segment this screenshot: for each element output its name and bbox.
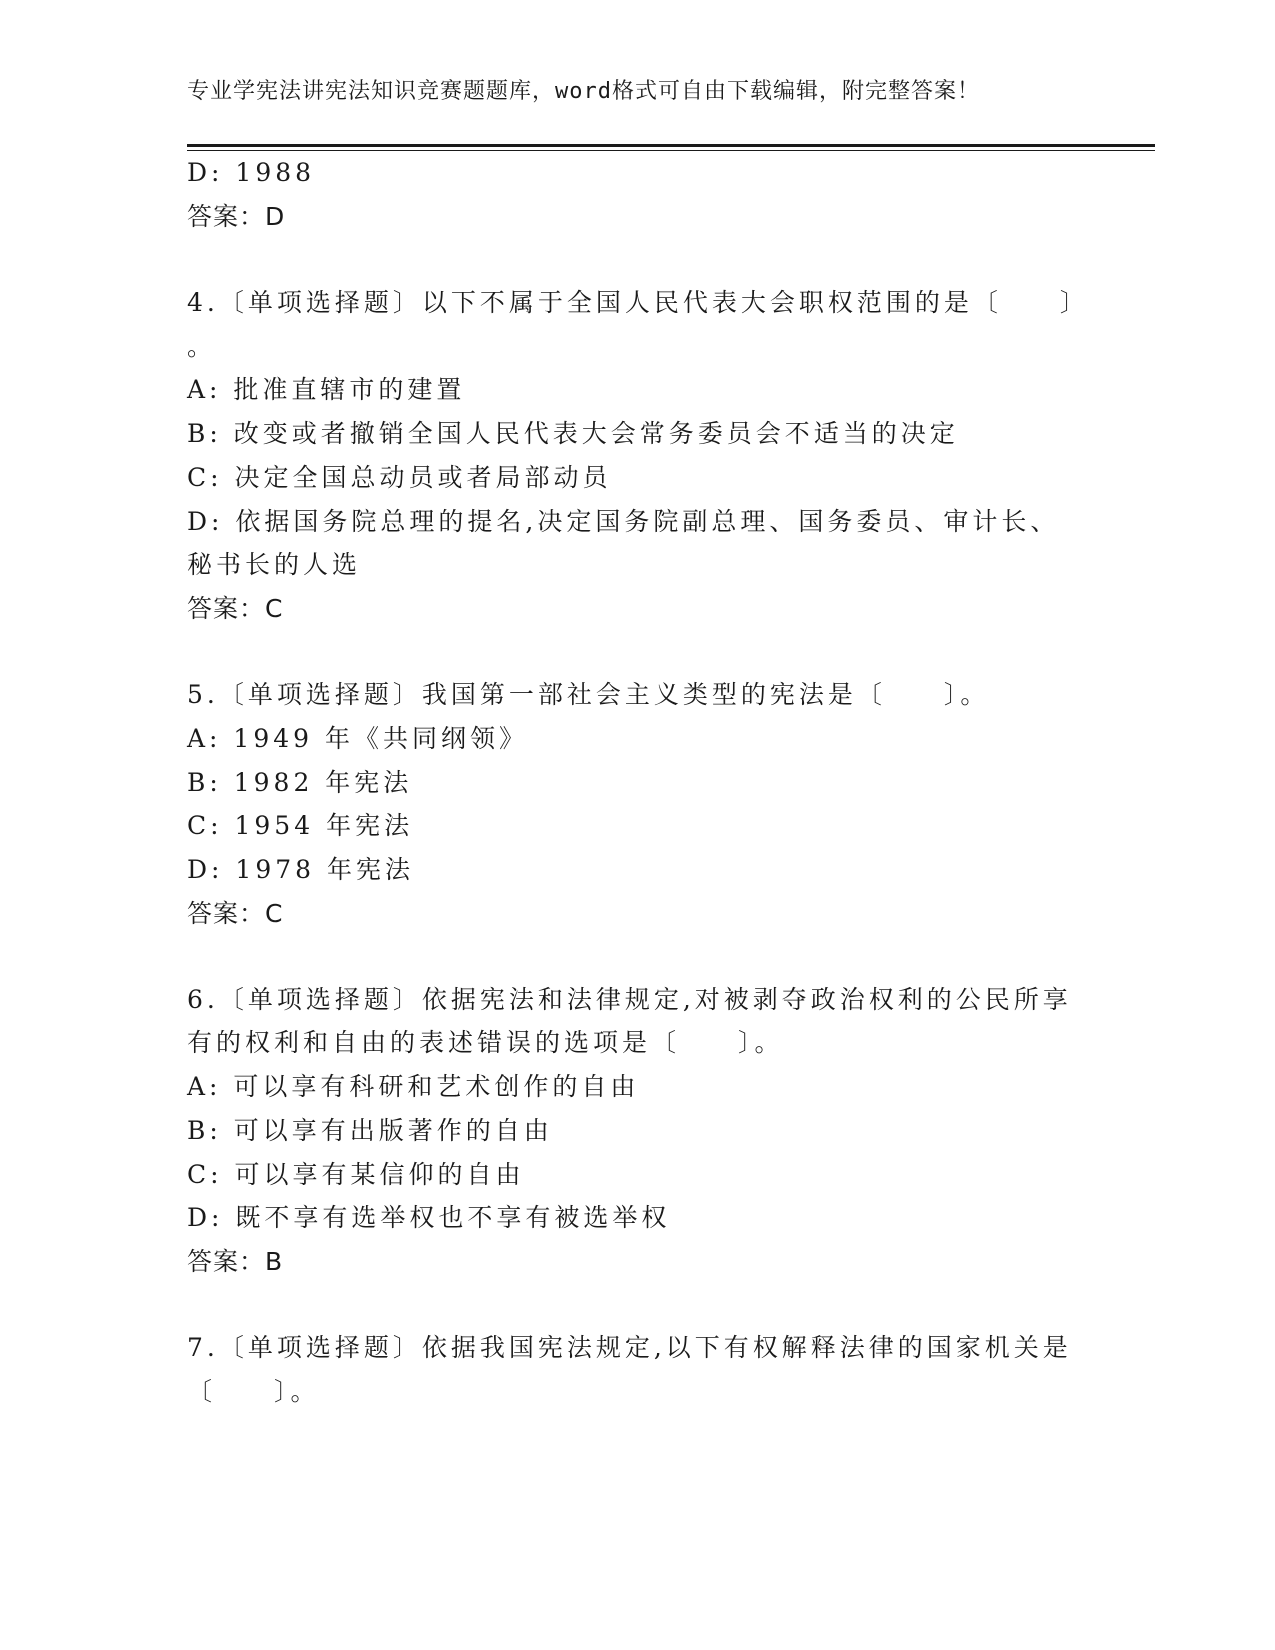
q4-option-d-line1: D: 依据国务院总理的提名,决定国务院副总理、国务委员、审计长、	[187, 507, 1060, 536]
q4-option-d-line2: 秘书长的人选	[187, 550, 362, 579]
page-header: 专业学宪法讲宪法知识竞赛题题库，word格式可自由下载编辑，附完整答案！	[187, 79, 980, 104]
q5-option-d: D: 1978 年宪法	[187, 855, 414, 884]
q4-option-c: C: 决定全国总动员或者局部动员	[187, 463, 612, 492]
header-rule-thick	[187, 144, 1155, 147]
q3-option-d: D: 1988	[187, 158, 316, 187]
q6-stem-line2: 有的权利和自由的表述错误的选项是〔 〕。	[187, 1028, 784, 1057]
q5-option-b: B: 1982 年宪法	[187, 768, 413, 797]
q4-option-b: B: 改变或者撤销全国人民代表大会常务委员会不适当的决定	[187, 419, 959, 448]
q4-option-a: A: 批准直辖市的建置	[187, 375, 466, 404]
q6-option-a: A: 可以享有科研和艺术创作的自由	[187, 1072, 640, 1101]
q5-stem: 5.〔单项选择题〕我国第一部社会主义类型的宪法是〔 〕。	[187, 680, 990, 709]
q7-stem-line2: 〔 〕。	[187, 1377, 320, 1406]
q5-answer: 答案：C	[187, 899, 284, 928]
q4-stem-line1: 4.〔单项选择题〕以下不属于全国人民代表大会职权范围的是〔 〕	[187, 288, 1089, 317]
q6-stem-line1: 6.〔单项选择题〕依据宪法和法律规定,对被剥夺政治权利的公民所享	[187, 985, 1072, 1014]
q7-stem-line1: 7.〔单项选择题〕依据我国宪法规定,以下有权解释法律的国家机关是	[187, 1333, 1072, 1362]
q6-option-d: D: 既不享有选举权也不享有被选举权	[187, 1203, 671, 1232]
q5-option-a: A: 1949 年《共同纲领》	[187, 724, 528, 753]
header-rule-thin	[187, 150, 1155, 151]
q4-answer: 答案：C	[187, 594, 284, 623]
q6-option-c: C: 可以享有某信仰的自由	[187, 1160, 525, 1189]
q3-answer: 答案：D	[187, 202, 286, 231]
q5-option-c: C: 1954 年宪法	[187, 811, 414, 840]
q6-answer: 答案：B	[187, 1247, 284, 1276]
q4-stem-line2: 。	[187, 332, 217, 361]
q6-option-b: B: 可以享有出版著作的自由	[187, 1116, 553, 1145]
